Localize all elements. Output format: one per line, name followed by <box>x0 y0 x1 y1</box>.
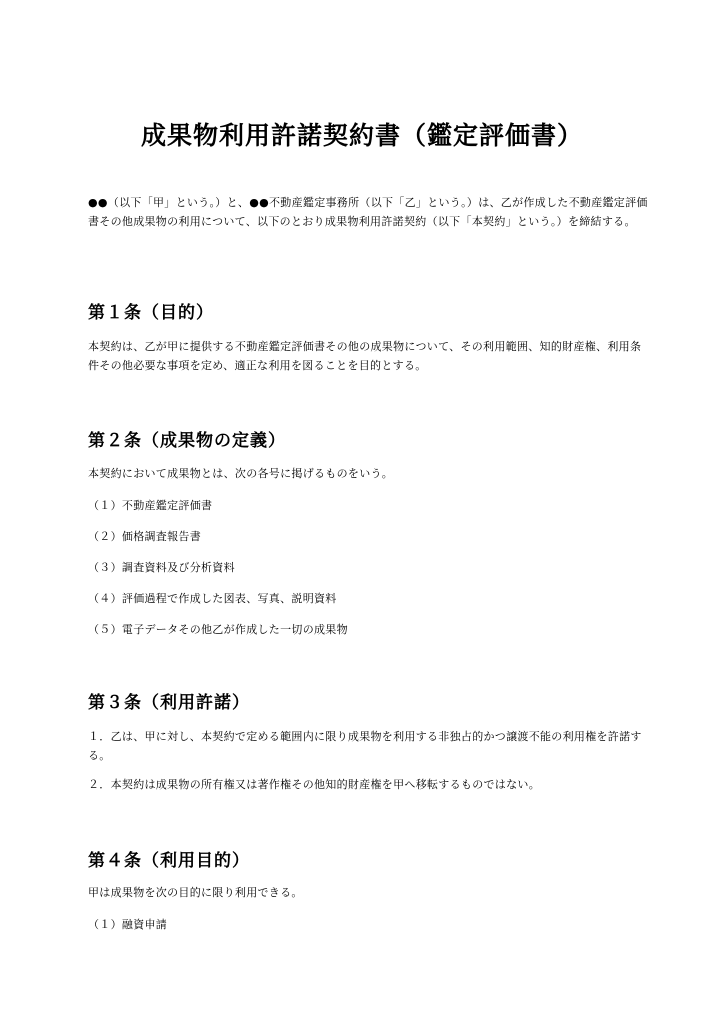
article-1-heading: 第１条（目的） <box>88 303 214 323</box>
article-4-heading: 第４条（利用目的） <box>88 851 250 871</box>
article-2-heading: 第２条（成果物の定義） <box>88 431 286 451</box>
article-1-body: 本契約は、乙が甲に提供する不動産鑑定評価書その他の成果物について、その利用範囲、知的財産権、利用条件その他必要な事項を定め、適正な利用を図ることを目的とする。 <box>88 340 642 372</box>
article-4-item-1: （１）融資申請 <box>88 918 168 931</box>
article-3-clause-2: ２．本契約は成果物の所有権又は著作権その他知的財産権を甲へ移転するものではない。 <box>88 778 540 791</box>
article-2-body: 本契約において成果物とは、次の各号に掲げるものをいう。 <box>88 467 394 480</box>
article-2-item-3: （３）調査資料及び分析資料 <box>88 561 235 574</box>
article-2-item-5: （５）電子データその他乙が作成した一切の成果物 <box>88 623 348 636</box>
article-4-body: 甲は成果物を次の目的に限り利用できる。 <box>88 886 303 899</box>
intro-paragraph: ●●（以下「甲」という。）と、●●不動産鑑定事務所（以下「乙」という。）は、乙が作成した不動産鑑定評価書その他成果物の利用について、以下のとおり成果物利用許諾契約（以下「本契約」という。）を締結する。 <box>88 196 648 228</box>
article-2-item-2: （２）価格調査報告書 <box>88 530 201 543</box>
article-2-item-1: （１）不動産鑑定評価書 <box>88 499 213 512</box>
article-3-heading: 第３条（利用許諾） <box>88 693 250 713</box>
document-title: 成果物利用許諾契約書（鑑定評価書） <box>140 121 583 150</box>
article-2-item-4: （４）評価過程で作成した図表、写真、説明資料 <box>88 592 337 605</box>
article-3-clause-1: １．乙は、甲に対し、本契約で定める範囲内に限り成果物を利用する非独占的かつ譲渡不能の利用権を許諾する。 <box>88 730 642 762</box>
